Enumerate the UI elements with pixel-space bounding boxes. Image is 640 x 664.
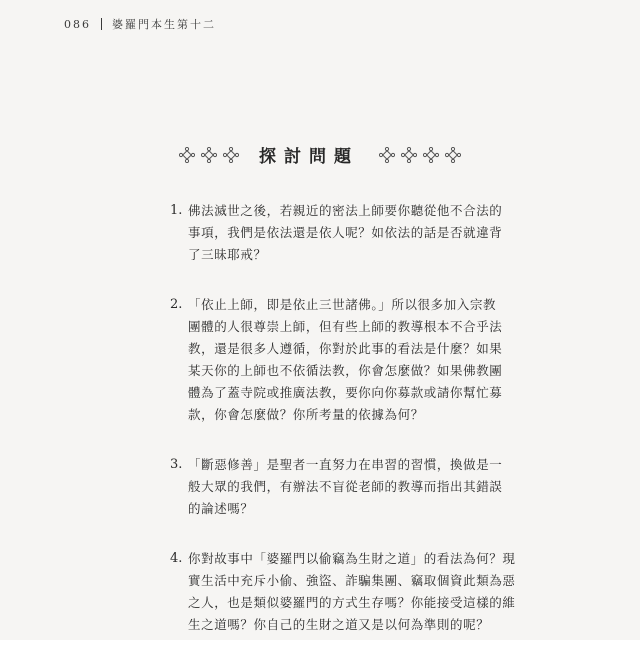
- question-text: [188, 454, 502, 520]
- page-number: 086: [64, 17, 91, 31]
- section-title: 探討問題: [259, 147, 359, 167]
- question-item: [170, 200, 503, 266]
- question-list: [170, 200, 516, 664]
- question-line: 之人，也是類似婆羅門的方式生存嗎？你能接受這樣的維: [188, 595, 516, 610]
- book-title: 婆羅門本生第十二: [112, 18, 216, 31]
- question-line: 實生活中充斥小偷、強盜、詐騙集團、竊取個資此類為惡: [188, 573, 516, 588]
- question-line: 的論述嗎？: [188, 501, 254, 516]
- question-line: 般大眾的我們，有辦法不盲從老師的教導而指出其錯誤: [188, 479, 503, 494]
- question-line: 佛法滅世之後，若親近的密法上師要你聽從他不合法的: [188, 203, 503, 218]
- lattice-knot-icon: [445, 147, 461, 163]
- question-line: 生之道嗎？你自己的生財之道又是以何為準則的呢？: [188, 617, 490, 632]
- question-item: [170, 454, 503, 520]
- lattice-knot-icon: [379, 147, 395, 163]
- question-text: [188, 200, 502, 266]
- lattice-knot-icon: [401, 147, 417, 163]
- question-item: [170, 548, 516, 636]
- lattice-knot-icon: [223, 147, 239, 163]
- question-line: 了三昧耶戒？: [188, 247, 267, 262]
- right-ornaments: [379, 147, 461, 163]
- question-line: 「斷惡修善」是聖者一直努力在串習的習慣，換做是一: [188, 457, 503, 472]
- question-line: 你對故事中「婆羅門以偷竊為生財之道」的看法為何？現: [188, 551, 516, 566]
- question-line: 教，還是很多人遵循，你對於此事的看法是什麼？如果: [188, 341, 503, 356]
- question-line: 事項，我們是依法還是依人呢？如依法的話是否就違背: [188, 225, 503, 240]
- lattice-knot-icon: [423, 147, 439, 163]
- question-line: 「依止上師，即是依止三世諸佛。」所以很多加入宗教: [188, 297, 497, 312]
- question-line: 某天你的上師也不依循法教，你會怎麼做？如果佛教團: [188, 363, 503, 378]
- question-number: 3.: [170, 457, 183, 472]
- question-item: [170, 294, 503, 426]
- question-line: 款，你會怎麼做？你所考量的依據為何？: [188, 407, 424, 422]
- running-head: [64, 16, 216, 32]
- section-heading: [0, 142, 640, 167]
- question-text: [188, 294, 502, 426]
- question-line: 團體的人很尊崇上師，但有些上師的教導根本不合乎法: [188, 319, 503, 334]
- question-number: 4.: [170, 551, 183, 566]
- lattice-knot-icon: [201, 147, 217, 163]
- left-ornaments: [179, 147, 239, 163]
- header-divider: [101, 18, 102, 30]
- lattice-knot-icon: [179, 147, 195, 163]
- question-number: 1.: [170, 203, 183, 218]
- question-line: 體為了蓋寺院或推廣法教，要你向你募款或請你幫忙募: [188, 385, 503, 400]
- question-number: 2.: [170, 297, 183, 312]
- question-text: [188, 548, 516, 636]
